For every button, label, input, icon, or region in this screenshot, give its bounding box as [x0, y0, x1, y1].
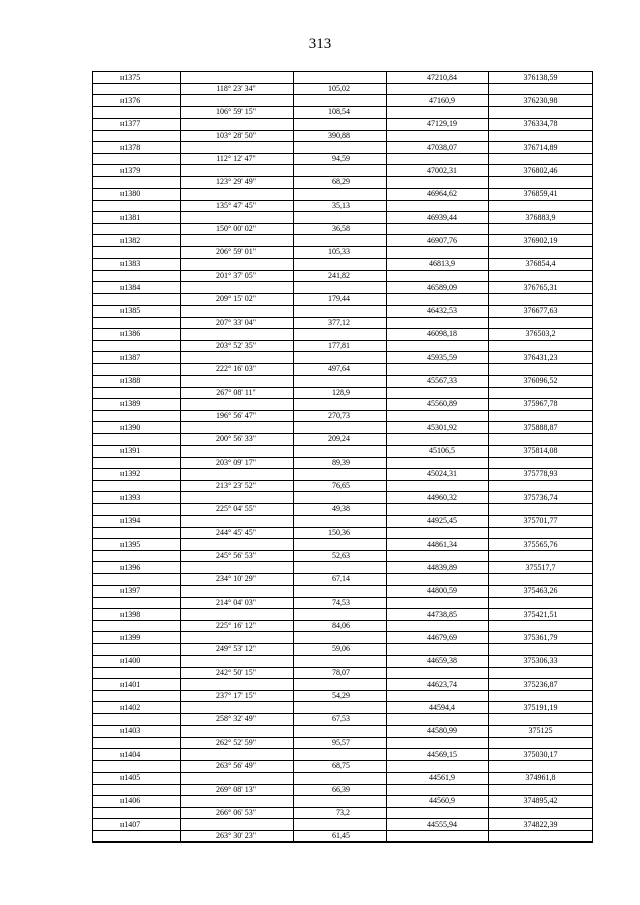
point-y: 374822,39 [523, 819, 558, 829]
point-y: 375888,87 [523, 422, 558, 432]
point-y: 374961,8 [525, 773, 556, 782]
segment-length: 52,63 [332, 551, 350, 560]
point-name: н1402 [120, 702, 141, 712]
segment-length: 89,39 [332, 457, 350, 467]
point-row [92, 142, 593, 154]
point-y: 376230,98 [523, 95, 558, 105]
segment-length: 95,57 [332, 737, 350, 747]
segment-row [92, 83, 593, 94]
point-y: 376503,2 [525, 329, 556, 339]
point-x: 45301,92 [427, 422, 457, 432]
point-row [92, 492, 593, 504]
point-name: н1399 [120, 632, 141, 642]
point-name: н1386 [120, 329, 141, 339]
point-x: 44679,69 [427, 632, 457, 642]
segment-row [92, 293, 593, 304]
point-row [92, 282, 593, 294]
segment-angle: 203° 09' 17" [216, 457, 256, 467]
point-row [92, 632, 593, 644]
point-x: 45560,89 [427, 399, 457, 409]
point-x: 45024,31 [427, 469, 457, 479]
point-x: 46589,09 [427, 282, 457, 292]
segment-angle: 112° 12' 47" [216, 154, 256, 164]
point-y: 376902,19 [523, 235, 558, 245]
point-y: 375306,33 [523, 656, 558, 666]
point-row [92, 188, 593, 200]
segment-length: 73,2 [336, 807, 350, 817]
segment-length: 49,38 [332, 504, 350, 514]
point-y: 375736,74 [523, 492, 558, 502]
point-row [92, 422, 593, 434]
segment-row [92, 527, 593, 538]
point-name: н1397 [120, 586, 141, 596]
segment-length: 36,58 [332, 224, 350, 234]
point-row [92, 118, 593, 130]
point-row [92, 258, 593, 270]
segment-length: 177,81 [328, 340, 350, 350]
point-name: н1407 [120, 819, 141, 829]
segment-angle: 242° 50' 15" [216, 667, 256, 677]
point-x: 46098,18 [427, 329, 457, 339]
point-y: 375814,08 [523, 446, 558, 456]
segment-row [92, 784, 593, 795]
point-name: н1388 [120, 376, 141, 386]
segment-angle: 213° 23' 52" [216, 480, 256, 490]
segment-row [92, 667, 593, 678]
point-x: 46964,62 [427, 189, 457, 199]
point-x: 44738,85 [427, 609, 457, 619]
page-number: 313 [308, 36, 332, 52]
point-y: 375701,77 [523, 516, 558, 526]
segment-row [92, 270, 593, 281]
segment-length: 108,54 [328, 107, 350, 117]
point-x: 44580,99 [427, 726, 457, 736]
segment-angle: 106° 59' 15" [216, 107, 256, 117]
segment-angle: 209° 15' 02" [216, 294, 256, 304]
segment-angle: 263° 56' 49" [216, 761, 256, 771]
point-row [92, 375, 593, 387]
point-row [92, 795, 593, 807]
point-name: н1387 [120, 352, 141, 362]
point-x: 44659,38 [427, 656, 457, 666]
segment-row [92, 106, 593, 117]
segment-length: 67,53 [332, 714, 350, 724]
segment-angle: 234° 10' 29" [216, 574, 256, 584]
segment-row [92, 457, 593, 468]
point-y: 375125 [528, 726, 553, 736]
point-name: н1384 [120, 282, 141, 292]
point-x: 44623,74 [427, 679, 457, 689]
segment-angle: 262° 52' 59" [216, 737, 256, 747]
segment-angle: 267° 08' 11" [216, 387, 256, 397]
point-y: 375361,79 [523, 632, 558, 642]
point-y: 376802,46 [523, 165, 558, 175]
point-y: 375517,7 [525, 562, 556, 572]
segment-length: 76,65 [332, 480, 350, 490]
segment-length: 105,02 [328, 84, 350, 93]
segment-length: 390,88 [328, 130, 350, 140]
segment-row [92, 550, 593, 561]
segment-length: 179,44 [328, 294, 350, 304]
segment-length: 78,07 [332, 667, 350, 677]
point-row [92, 609, 593, 621]
segment-angle: 201° 37' 05" [216, 270, 256, 280]
segment-row [92, 690, 593, 701]
point-row [92, 539, 593, 551]
segment-row [92, 737, 593, 748]
point-y: 374895,42 [523, 796, 558, 806]
segment-length: 68,29 [332, 177, 350, 187]
point-name: н1385 [120, 306, 141, 315]
point-y: 376765,31 [523, 282, 558, 292]
point-x: 44861,34 [427, 539, 457, 549]
point-x: 44555,94 [427, 819, 457, 829]
point-name: н1401 [120, 679, 141, 689]
point-y: 375565,76 [523, 539, 558, 549]
point-row [92, 305, 593, 317]
segment-angle: 244° 45' 45" [216, 527, 256, 537]
point-y: 375236,87 [523, 679, 558, 689]
segment-row [92, 830, 593, 841]
segment-length: 105,33 [328, 247, 350, 257]
segment-length: 84,06 [332, 621, 350, 631]
segment-row [92, 760, 593, 771]
segment-angle: 207° 33' 04" [216, 317, 256, 327]
segment-angle: 237° 17' 15" [216, 691, 256, 701]
point-y: 375421,51 [523, 609, 558, 619]
point-name: н1377 [120, 119, 141, 129]
point-name: н1405 [120, 773, 141, 782]
point-y: 376096,52 [523, 376, 558, 386]
segment-angle: 196° 56' 47" [216, 410, 256, 420]
point-x: 44960,32 [427, 492, 457, 502]
segment-row [92, 620, 593, 631]
segment-length: 497,64 [328, 364, 350, 374]
segment-angle: 123° 29' 49" [216, 177, 256, 187]
point-y: 376859,41 [523, 189, 558, 199]
point-row [92, 165, 593, 177]
segment-angle: 118° 23' 34" [216, 84, 256, 93]
point-row [92, 352, 593, 364]
point-name: н1396 [120, 562, 141, 572]
point-x: 46813,9 [429, 259, 455, 269]
point-y: 375191,19 [523, 702, 558, 712]
point-name: н1403 [120, 726, 141, 736]
segment-row [92, 363, 593, 374]
point-row [92, 515, 593, 527]
point-name: н1400 [120, 656, 141, 666]
segment-angle: 206° 59' 01" [216, 247, 256, 257]
point-name: н1398 [120, 609, 141, 619]
segment-angle: 266° 06' 53" [216, 807, 256, 817]
point-y: 376854,4 [525, 259, 556, 269]
segment-angle: 263° 30' 23" [216, 831, 256, 841]
point-name: н1376 [120, 95, 141, 105]
point-y: 376334,78 [523, 119, 558, 129]
point-x: 44561,9 [429, 773, 455, 782]
point-row [92, 819, 593, 831]
segment-angle: 249° 53' 12" [216, 644, 256, 654]
point-row [92, 72, 593, 84]
segment-row [92, 573, 593, 584]
point-name: н1393 [120, 492, 141, 502]
segment-row [92, 246, 593, 257]
point-y: 376677,63 [523, 306, 558, 315]
point-name: н1394 [120, 516, 141, 526]
segment-length: 67,14 [332, 574, 350, 584]
point-y: 375463,26 [523, 586, 558, 596]
segment-length: 54,29 [332, 691, 350, 701]
point-x: 45935,59 [427, 352, 457, 362]
point-name: н1383 [120, 259, 141, 269]
segment-length: 128,9 [332, 387, 350, 397]
point-row [92, 328, 593, 340]
point-row [92, 585, 593, 597]
point-y: 376138,59 [523, 72, 558, 82]
point-x: 44569,15 [427, 749, 457, 759]
segment-row [92, 176, 593, 187]
segment-length: 59,06 [332, 644, 350, 654]
point-name: н1378 [120, 142, 141, 152]
point-x: 47129,19 [427, 119, 457, 129]
segment-row [92, 433, 593, 444]
point-row [92, 725, 593, 737]
segment-angle: 135° 47' 45" [216, 200, 256, 210]
point-name: н1390 [120, 422, 141, 432]
point-y: 376883,9 [525, 212, 556, 222]
segment-angle: 103° 28' 50" [216, 130, 256, 140]
segment-row [92, 643, 593, 654]
point-row [92, 445, 593, 457]
segment-length: 74,53 [332, 597, 350, 607]
point-row [92, 212, 593, 224]
segment-row [92, 317, 593, 328]
segment-angle: 222° 16' 03" [216, 364, 256, 374]
segment-row [92, 153, 593, 164]
point-row [92, 679, 593, 691]
point-y: 376714,89 [523, 142, 558, 152]
segment-length: 94,59 [332, 154, 350, 164]
segment-row [92, 713, 593, 724]
point-name: н1382 [120, 235, 141, 245]
segment-length: 35,13 [332, 200, 350, 210]
segment-angle: 269° 08' 13" [216, 784, 256, 794]
point-name: н1391 [120, 446, 141, 456]
point-row [92, 235, 593, 247]
point-x: 44594,4 [429, 702, 455, 712]
point-x: 47210,84 [427, 72, 457, 82]
point-x: 44560,9 [429, 796, 455, 806]
point-x: 46907,76 [427, 235, 457, 245]
segment-length: 66,39 [332, 784, 350, 794]
segment-angle: 225° 16' 12" [216, 621, 256, 631]
point-name: н1375 [120, 72, 141, 82]
point-y: 375967,78 [523, 399, 558, 409]
segment-row [92, 223, 593, 234]
point-x: 45567,33 [427, 376, 457, 386]
row-line [92, 842, 593, 843]
point-y: 375778,93 [523, 469, 558, 479]
segment-row [92, 200, 593, 211]
segment-row [92, 387, 593, 398]
point-x: 44925,45 [427, 516, 457, 526]
segment-length: 150,36 [328, 527, 350, 537]
segment-row [92, 480, 593, 491]
point-row [92, 655, 593, 667]
segment-angle: 150° 00' 02" [216, 224, 256, 234]
point-name: н1380 [120, 189, 141, 199]
segment-angle: 214° 04' 03" [216, 597, 256, 607]
segment-angle: 258° 32' 49" [216, 714, 256, 724]
point-name: н1406 [120, 796, 141, 806]
segment-length: 209,24 [328, 434, 350, 444]
point-x: 47038,07 [427, 142, 457, 152]
segment-row [92, 503, 593, 514]
segment-length: 270,73 [328, 410, 350, 420]
point-name: н1404 [120, 749, 141, 759]
point-x: 46432,53 [427, 306, 457, 315]
point-y: 376431,23 [523, 352, 558, 362]
point-name: н1392 [120, 469, 141, 479]
point-x: 44800,59 [427, 586, 457, 596]
segment-row [92, 130, 593, 141]
point-x: 45106,5 [429, 446, 455, 456]
point-row [92, 772, 593, 784]
point-x: 47160,9 [429, 95, 455, 105]
segment-angle: 245° 56' 53" [216, 551, 256, 560]
segment-length: 377,12 [328, 317, 350, 327]
point-row [92, 562, 593, 574]
segment-length: 241,82 [328, 270, 350, 280]
point-name: н1379 [120, 165, 141, 175]
segment-angle: 200° 56' 33" [216, 434, 256, 444]
segment-length: 61,45 [332, 831, 350, 841]
point-x: 44839,89 [427, 562, 457, 572]
point-row [92, 95, 593, 107]
point-y: 375030,17 [523, 749, 558, 759]
segment-angle: 225° 04' 55" [216, 504, 256, 514]
point-row [92, 468, 593, 480]
point-row [92, 749, 593, 761]
point-row [92, 702, 593, 714]
segment-row [92, 340, 593, 351]
point-name: н1381 [120, 212, 141, 222]
segment-row [92, 410, 593, 421]
point-name: н1389 [120, 399, 141, 409]
segment-row [92, 597, 593, 608]
point-row [92, 398, 593, 410]
point-x: 46939,44 [427, 212, 457, 222]
point-x: 47002,31 [427, 165, 457, 175]
segment-angle: 203° 52' 35" [216, 340, 256, 350]
segment-row [92, 807, 593, 818]
segment-length: 68,75 [332, 761, 350, 771]
point-name: н1395 [120, 539, 141, 549]
